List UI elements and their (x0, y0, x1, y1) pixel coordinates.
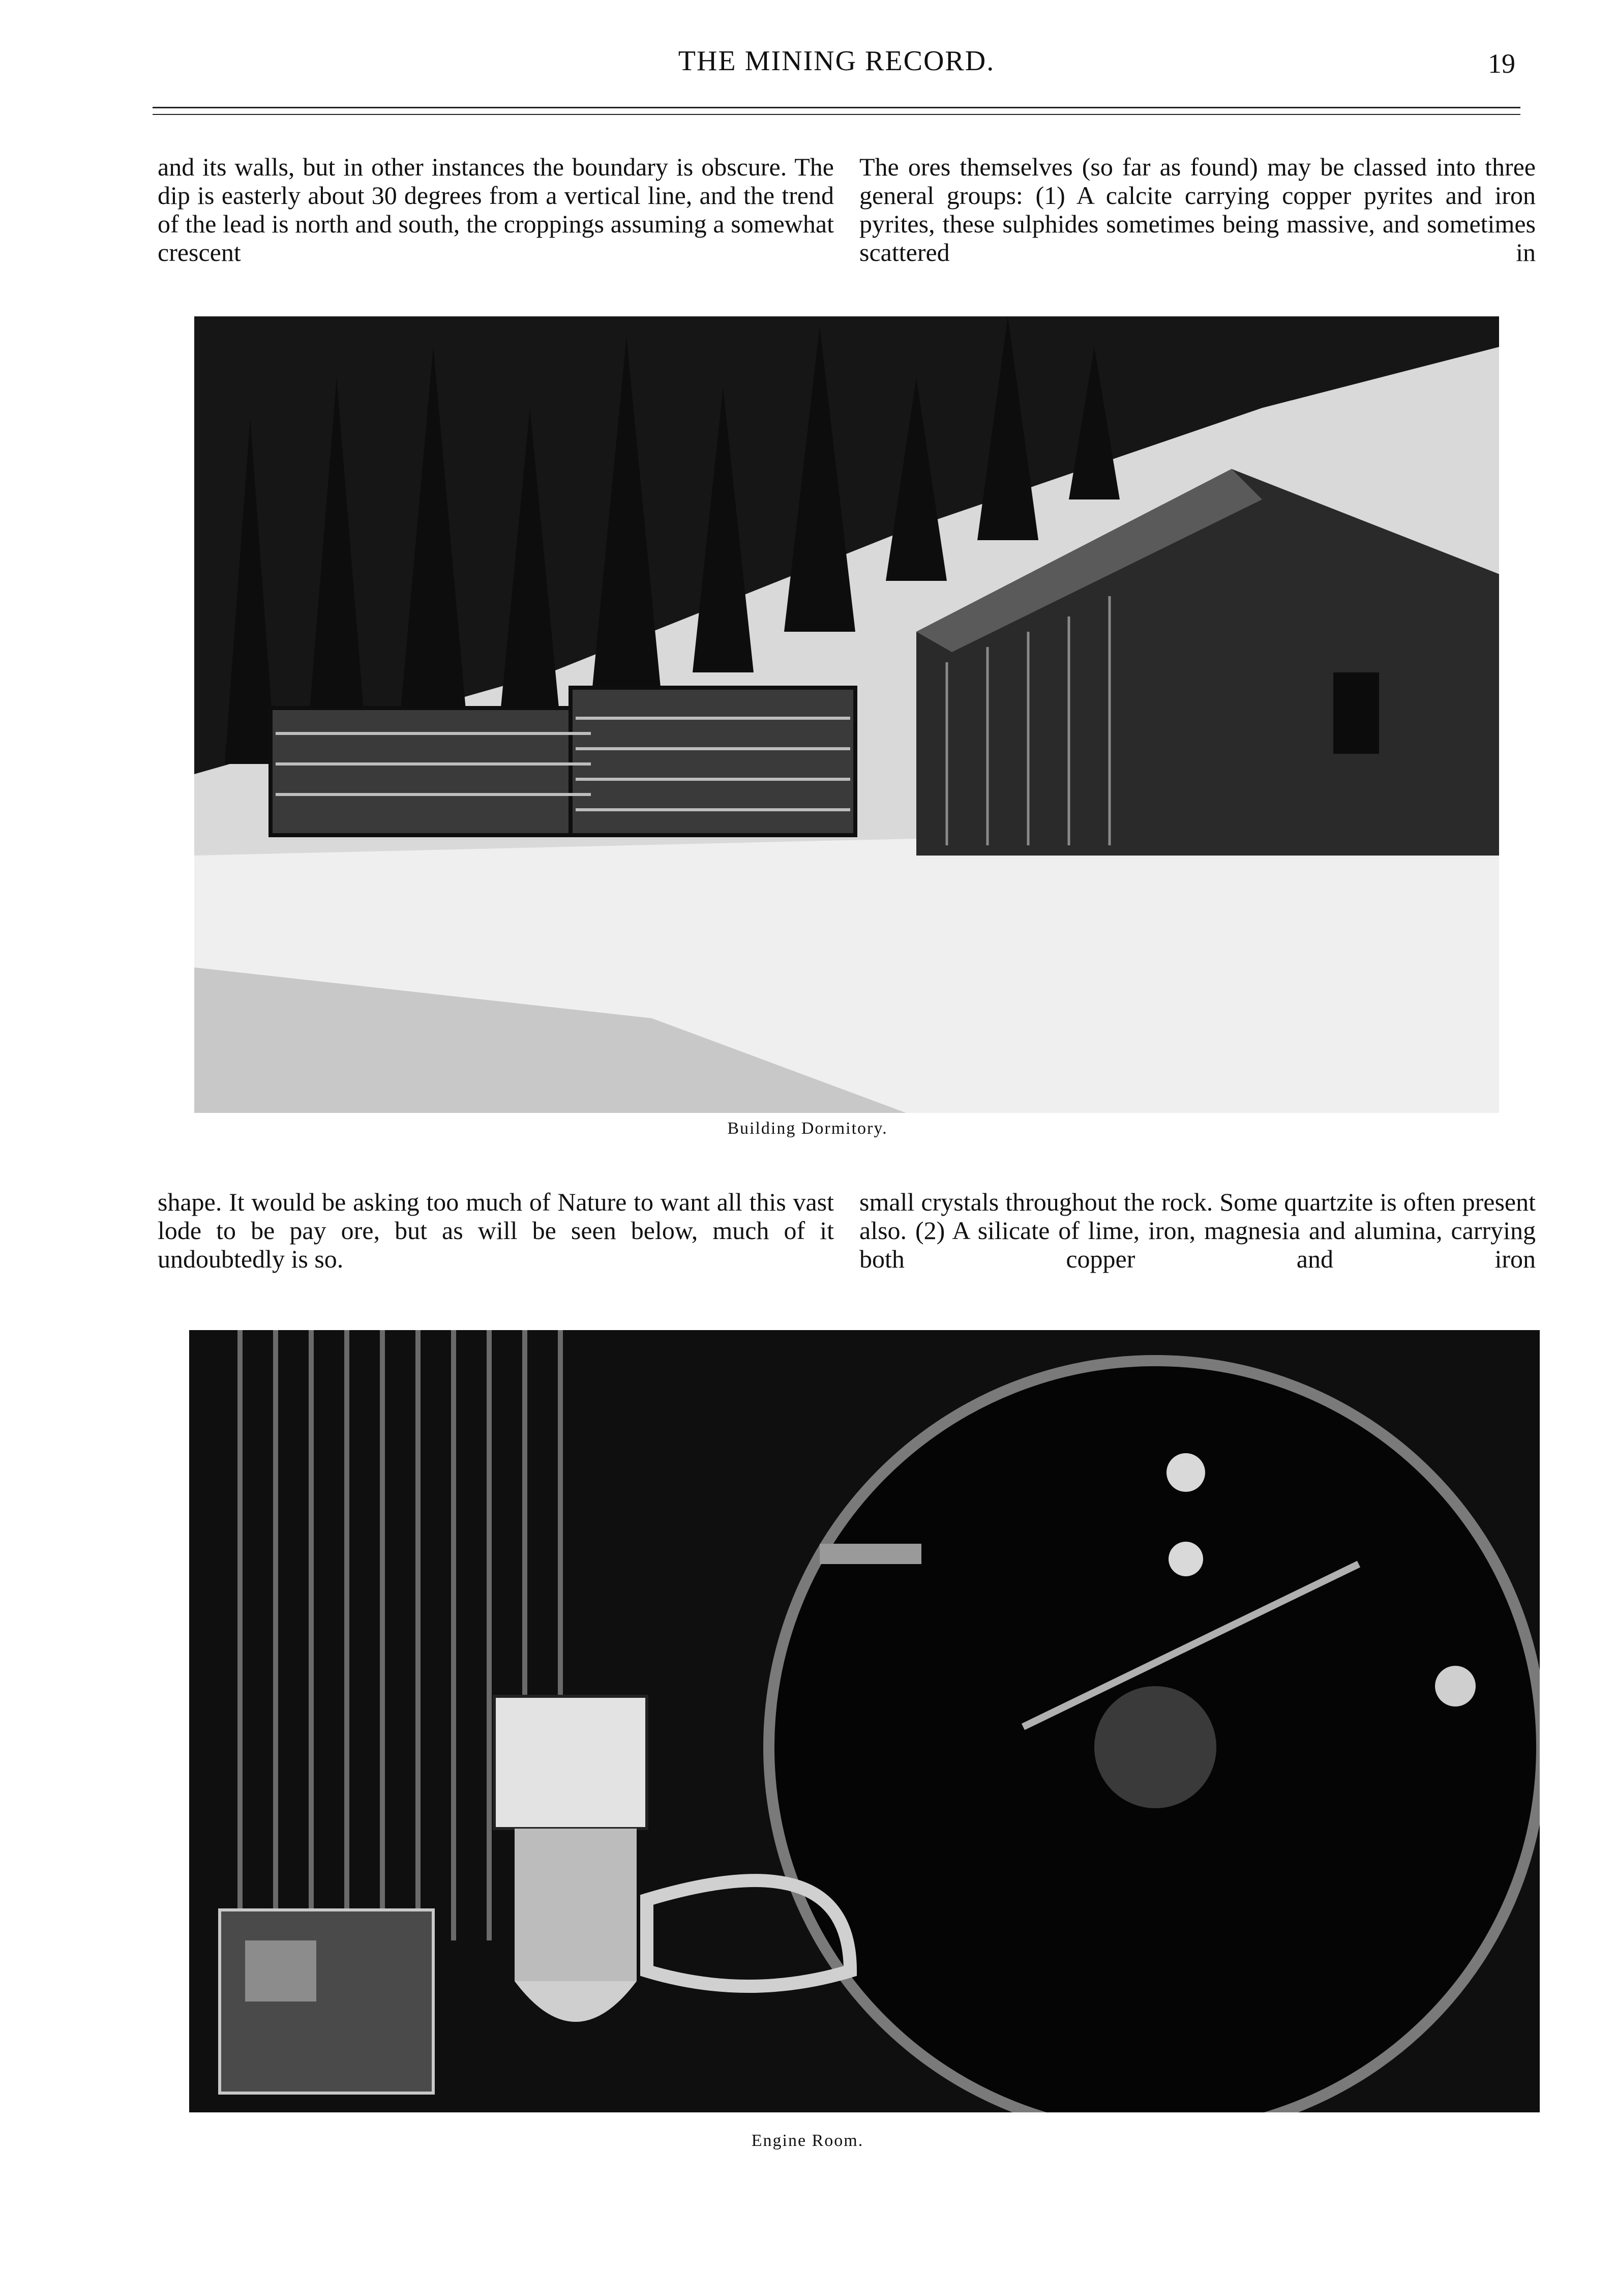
text-column-top-right: The ores themselves (so far as found) may be classed into three general groups: (1) A calcite carrying copper pyrites and iron pyrites, these sulphides sometimes being massive, and sometimes scattered in (859, 153, 1536, 267)
header-rule-thin (153, 114, 1520, 115)
engine-room-photograph (189, 1330, 1540, 2112)
dormitory-photograph (194, 316, 1499, 1113)
page-header (153, 45, 1520, 101)
figure-caption-engine-room: Engine Room. (751, 2131, 864, 2150)
journal-title: THE MINING RECORD. (678, 45, 995, 77)
text-column-top-left: and its walls, but in other instances the boundary is obscure. The dip is easterly about 30 degrees from a vertical line, and the trend of the lead is north and south, the croppings assuming a somewhat crescent (158, 153, 834, 267)
text-column-mid-right: small crystals throughout the rock. Some quartzite is often present also. (2) A silicate of lime, iron, magnesia and alumina, carrying both copper and iron (859, 1188, 1536, 1273)
text-column-mid-left: shape. It would be asking too much of Nature to want all this vast lode to be pay ore, but as will be seen below, much of it undoubtedly is so. (158, 1188, 834, 1273)
page-number: 19 (1488, 48, 1515, 79)
figure-caption-dormitory: Building Dormitory. (727, 1119, 888, 1138)
header-rule (153, 107, 1520, 108)
